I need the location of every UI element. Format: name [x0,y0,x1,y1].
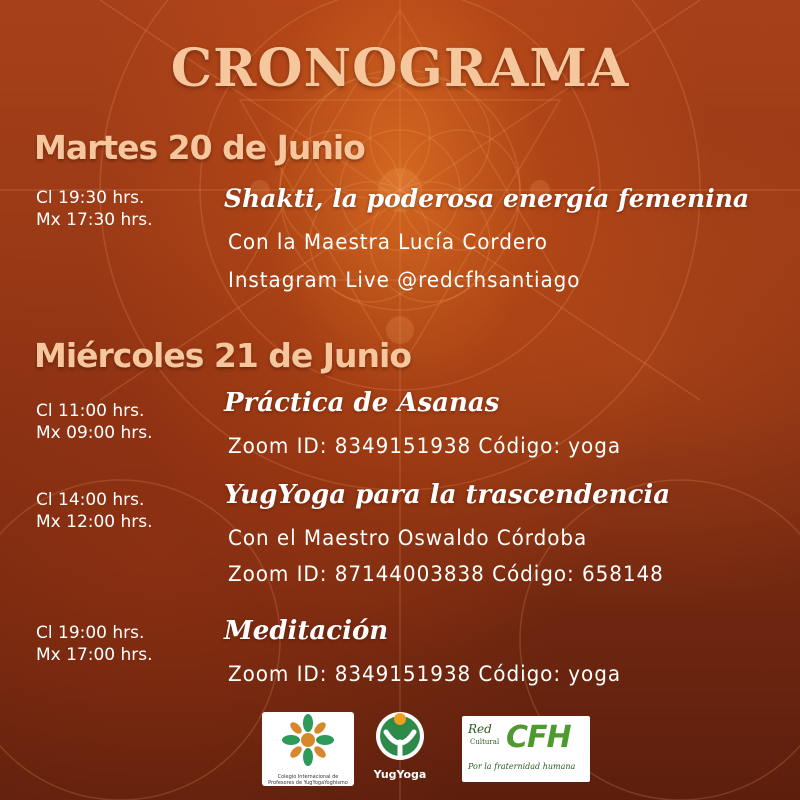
event-title: YugYoga para la trascendencia [224,480,671,510]
event-title: Práctica de Asanas [224,388,500,418]
yugyoga-logo [372,710,428,782]
event-title: Meditación [224,616,389,646]
red-label: Red [468,722,492,736]
cfh-tagline: Por la fraternidad humana [468,762,576,771]
yugyoga-wordmark: YugYoga [373,768,427,781]
event-detail: Zoom ID: 8349151938 Código: yoga [228,662,622,686]
time-chile: Cl 19:30 hrs. [36,188,145,208]
event-title: Shakti, la poderosa energía femenina [224,184,750,213]
page-title: CRONOGRAMA [170,38,630,99]
event-detail: Con el Maestro Oswaldo Córdoba [228,526,588,550]
time-chile: Cl 11:00 hrs. [36,401,145,421]
colegio-caption: Colegio Internacional de Profesores de YugYogaYoghismo [268,774,348,786]
cfh-wordmark: CFH [506,720,571,755]
red-cultural-cfh-logo [462,716,590,782]
event-times [36,400,153,444]
event-detail: Instagram Live @redcfhsantiago [228,268,581,292]
event-times [36,622,153,666]
event-detail: Con la Maestra Lucía Cordero [228,230,548,254]
time-mexico: Mx 17:30 hrs. [36,210,153,230]
time-mexico: Mx 12:00 hrs. [36,512,153,532]
yugyoga-icon [372,710,428,762]
day-heading: Miércoles 21 de Junio [34,336,412,375]
time-mexico: Mx 09:00 hrs. [36,423,153,443]
time-mexico: Mx 17:00 hrs. [36,645,153,665]
cultural-label: Cultural [470,738,500,746]
mandala-icon [262,712,354,770]
colegio-logo [262,712,354,786]
event-times [36,489,153,533]
day-heading: Martes 20 de Junio [34,128,365,167]
event-detail: Zoom ID: 8349151938 Código: yoga [228,434,622,458]
time-chile: Cl 14:00 hrs. [36,490,145,510]
event-times [36,187,153,231]
sponsor-logos [0,712,800,794]
event-detail: Zoom ID: 87144003838 Código: 658148 [228,562,664,586]
time-chile: Cl 19:00 hrs. [36,623,145,643]
